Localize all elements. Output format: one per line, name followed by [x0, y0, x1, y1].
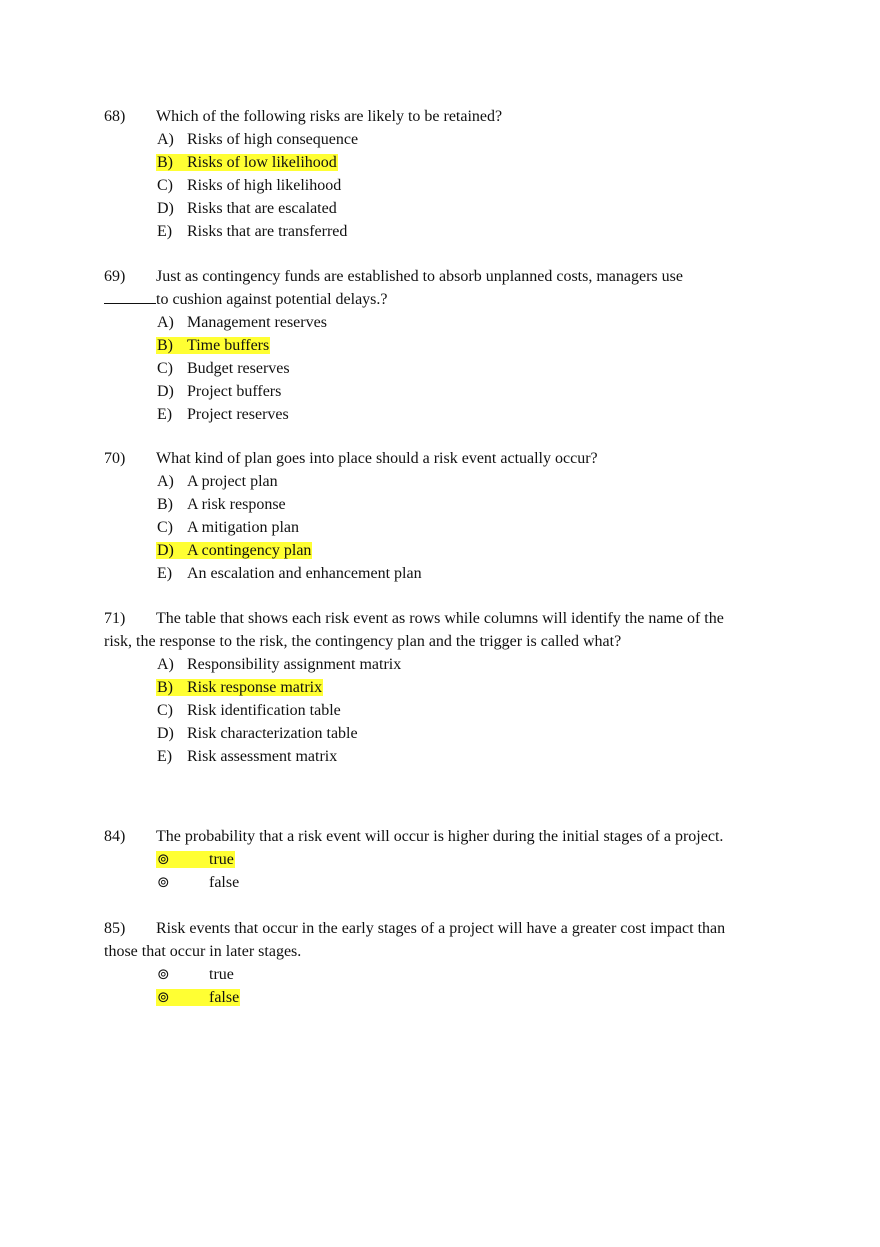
option-false[interactable] [156, 986, 780, 1009]
option-letter: D) [157, 542, 174, 559]
option-letter: A) [157, 314, 174, 331]
question-84 [104, 825, 780, 894]
option-text: Responsibility assignment matrix [187, 656, 402, 673]
radio-icon: ⊚ [157, 988, 170, 1006]
option-text: Management reserves [187, 314, 327, 331]
question-stem [104, 825, 780, 848]
option-letter: E) [157, 748, 173, 765]
option-list [104, 128, 780, 243]
option-letter: E) [157, 565, 173, 582]
option-letter: E) [157, 223, 173, 240]
option-letter: C) [157, 702, 173, 719]
option-text: A contingency plan [187, 542, 312, 559]
question-number: 85) [104, 920, 126, 937]
option-a[interactable] [156, 311, 780, 334]
option-b[interactable] [156, 676, 780, 699]
option-letter: D) [157, 383, 174, 400]
question-stem-line-2 [104, 630, 780, 653]
option-d[interactable] [156, 722, 780, 745]
option-true[interactable] [156, 963, 780, 986]
option-text: Budget reserves [187, 360, 290, 377]
answer-highlight [156, 154, 338, 171]
question-text: What kind of plan goes into place should a risk event actually occur? [156, 450, 598, 467]
option-list [104, 963, 780, 1009]
question-stem-line-2 [104, 940, 780, 963]
option-list [104, 848, 780, 894]
option-text: true [209, 851, 234, 868]
option-text: A risk response [187, 496, 286, 513]
question-text-line-2: risk, the response to the risk, the contingency plan and the trigger is called what? [104, 633, 622, 650]
option-a[interactable] [156, 128, 780, 151]
option-d[interactable] [156, 380, 780, 403]
option-text: Risks of high likelihood [187, 177, 342, 194]
option-text: Risk identification table [187, 702, 341, 719]
option-letter: B) [157, 154, 173, 171]
option-b[interactable] [156, 334, 780, 357]
question-text-line-2: to cushion against potential delays.? [156, 291, 388, 308]
option-list [104, 470, 780, 585]
question-stem [104, 105, 780, 128]
option-letter: C) [157, 519, 173, 536]
radio-icon: ⊚ [157, 965, 170, 983]
question-text: Which of the following risks are likely to be retained? [156, 108, 503, 125]
option-letter: D) [157, 200, 174, 217]
question-text-line-1: The table that shows each risk event as rows while columns will identify the name of the [156, 610, 724, 627]
answer-highlight [156, 337, 270, 354]
option-list [104, 653, 780, 768]
option-text: A mitigation plan [187, 519, 299, 536]
option-a[interactable] [156, 470, 780, 493]
answer-highlight [156, 989, 240, 1006]
option-c[interactable] [156, 174, 780, 197]
option-text: Risk response matrix [187, 679, 323, 696]
option-text: Project buffers [187, 383, 282, 400]
answer-highlight [156, 679, 323, 696]
option-b[interactable] [156, 493, 780, 516]
option-a[interactable] [156, 653, 780, 676]
option-e[interactable] [156, 745, 780, 768]
option-text: Time buffers [187, 337, 270, 354]
option-text: false [209, 989, 240, 1006]
option-e[interactable] [156, 562, 780, 585]
question-70 [104, 447, 780, 585]
option-letter: B) [157, 337, 173, 354]
question-71 [104, 607, 780, 768]
answer-highlight [156, 851, 235, 868]
option-c[interactable] [156, 699, 780, 722]
option-letter: C) [157, 360, 173, 377]
question-text: The probability that a risk event will occur is higher during the initial stages of a project. [156, 828, 724, 845]
option-c[interactable] [156, 516, 780, 539]
question-stem [104, 447, 780, 470]
option-text: A project plan [187, 473, 278, 490]
option-letter: B) [157, 496, 173, 513]
question-68 [104, 105, 780, 243]
radio-icon: ⊚ [157, 873, 170, 891]
option-letter: A) [157, 131, 174, 148]
option-false[interactable] [156, 871, 780, 894]
question-number: 84) [104, 828, 126, 845]
option-letter: B) [157, 679, 173, 696]
option-text: Risks of high consequence [187, 131, 359, 148]
question-number: 71) [104, 610, 126, 627]
option-letter: E) [157, 406, 173, 423]
option-c[interactable] [156, 357, 780, 380]
option-letter: A) [157, 473, 174, 490]
option-true[interactable] [156, 848, 780, 871]
option-text: Risks that are escalated [187, 200, 337, 217]
option-text: Risks that are transferred [187, 223, 348, 240]
option-text: true [209, 966, 234, 983]
question-stem [104, 265, 780, 288]
radio-icon: ⊚ [157, 850, 170, 868]
option-b[interactable] [156, 151, 780, 174]
question-69 [104, 265, 780, 426]
option-text: false [209, 874, 240, 891]
question-stem-line-2 [104, 288, 780, 311]
option-text: An escalation and enhancement plan [187, 565, 422, 582]
option-letter: A) [157, 656, 174, 673]
option-text: Risk assessment matrix [187, 748, 338, 765]
question-stem [104, 917, 780, 940]
question-number: 68) [104, 108, 126, 125]
question-number: 69) [104, 268, 126, 285]
question-85 [104, 917, 780, 1009]
option-text: Risk characterization table [187, 725, 358, 742]
option-text: Project reserves [187, 406, 289, 423]
option-e[interactable] [156, 403, 780, 426]
option-letter: D) [157, 725, 174, 742]
option-letter: C) [157, 177, 173, 194]
option-list [104, 311, 780, 426]
question-text-line-1: Risk events that occur in the early stages of a project will have a greater cost impact than [156, 920, 726, 937]
option-text: Risks of low likelihood [187, 154, 337, 171]
option-e[interactable] [156, 220, 780, 243]
question-number: 70) [104, 450, 126, 467]
question-text-line-2: those that occur in later stages. [104, 943, 302, 960]
question-stem [104, 607, 780, 630]
question-text-line-1: Just as contingency funds are established to absorb unplanned costs, managers use [156, 268, 683, 285]
option-d[interactable] [156, 197, 780, 220]
option-d[interactable] [156, 539, 780, 562]
answer-highlight [156, 542, 312, 559]
fill-in-blank [104, 289, 156, 304]
